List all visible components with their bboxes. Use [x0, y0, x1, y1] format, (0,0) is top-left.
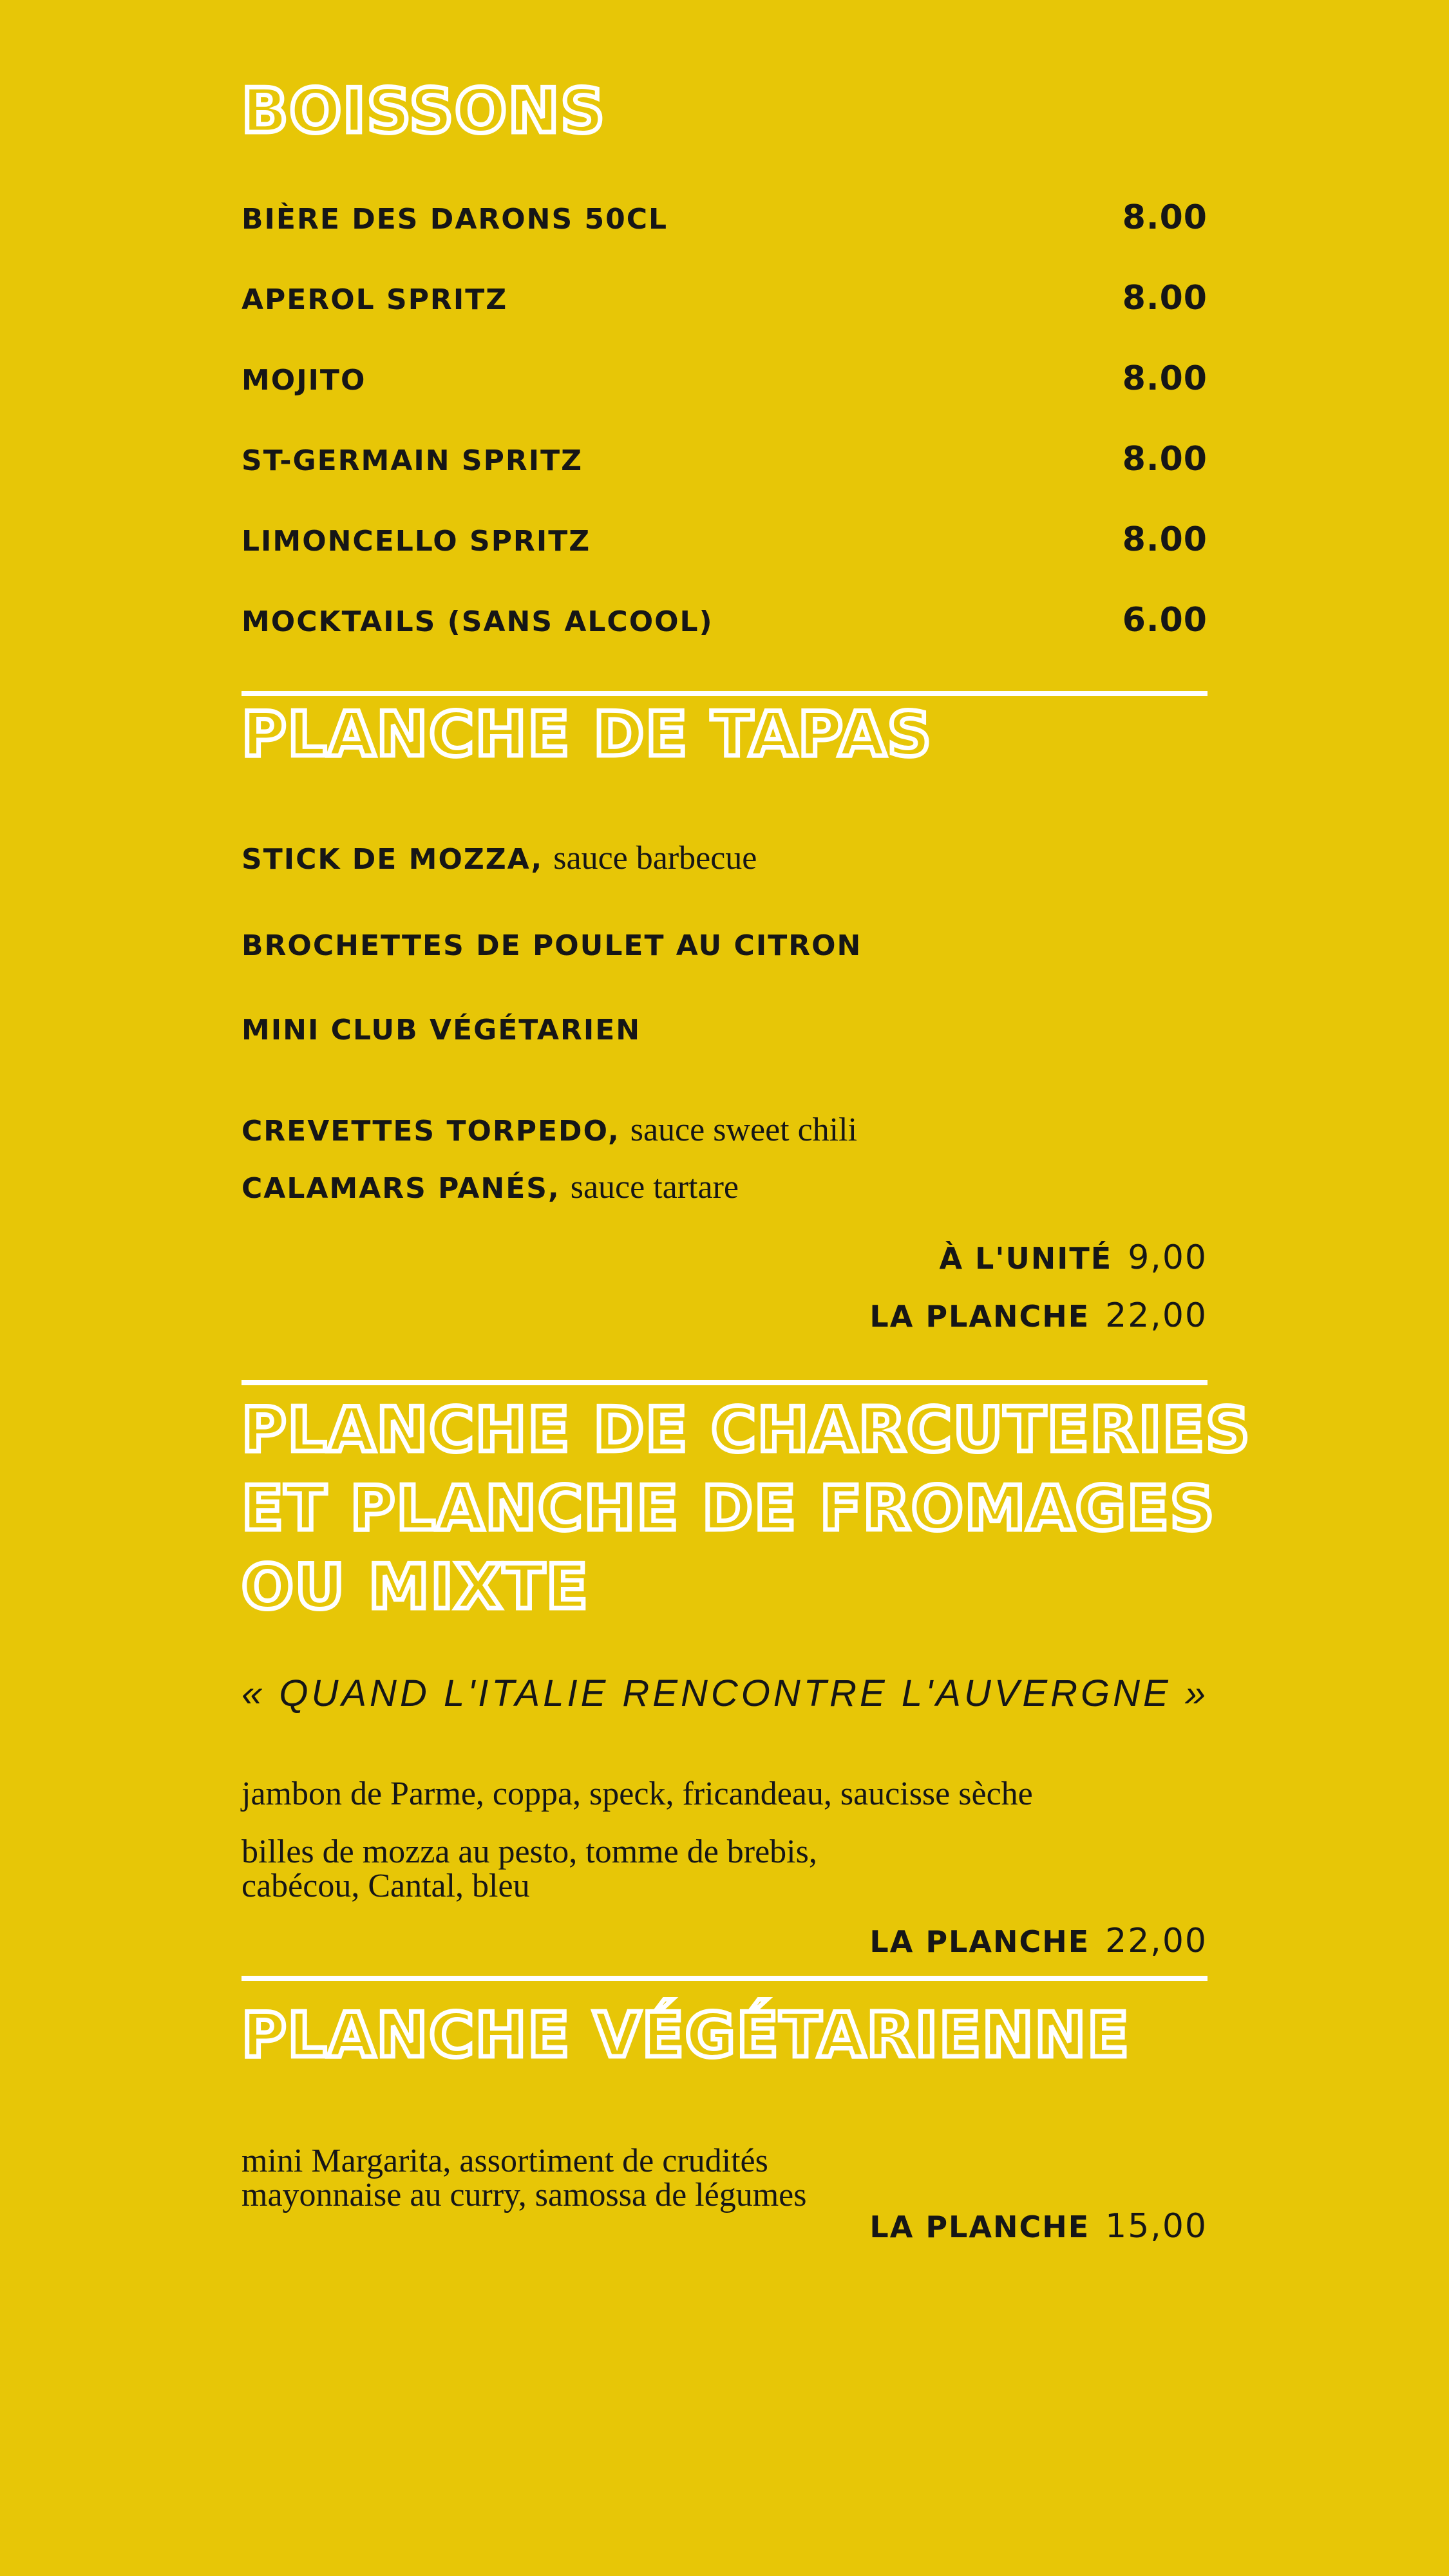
menu-item-row: [242, 927, 1208, 970]
menu-item-row: [242, 602, 1208, 640]
item-description: sauce barbecue: [553, 840, 757, 876]
section-title-vegetarienne: PLANCHE VÉGÉTARIENNE: [242, 2000, 1130, 2071]
divider: [242, 691, 1208, 696]
title-line: ET PLANCHE DE FROMAGES: [242, 1473, 1216, 1544]
section-title-tapas: PLANCHE DE TAPAS: [242, 699, 933, 770]
menu-item-row: [242, 840, 1208, 884]
divider: [242, 1380, 1208, 1385]
price-label: LA PLANCHE: [869, 1924, 1090, 1959]
item-name: CREVETTES TORPEDO,: [242, 1115, 620, 1148]
item-price: 8.00: [1122, 198, 1208, 237]
description-line: mini Margarita, assortiment de crudités: [242, 2143, 768, 2179]
description-line: jambon de Parme, coppa, speck, fricandeau, saucisse sèche: [242, 1776, 1033, 1812]
description-paragraph: [242, 2144, 1208, 2212]
item-name: BROCHETTES DE POULET AU CITRON: [242, 929, 862, 962]
menu-item-row: [242, 200, 1208, 238]
description-line: mayonnaise au curry, samossa de légumes: [242, 2177, 807, 2213]
menu-item-row: [242, 280, 1208, 318]
item-price: 6.00: [1122, 601, 1208, 639]
drinks-list: [242, 200, 1208, 683]
item-price: 8.00: [1122, 279, 1208, 317]
charcuteries-pricing: [242, 1920, 1208, 1969]
price-value: 15,00: [1105, 2207, 1208, 2246]
tapas-pricing: [242, 1233, 1208, 1349]
price-line: [242, 1920, 1208, 1969]
menu-item-row: [242, 1170, 1208, 1213]
price-line: [242, 1233, 1208, 1291]
price-value: 22,00: [1105, 1296, 1208, 1335]
price-label: LA PLANCHE: [869, 1299, 1090, 1334]
menu-item-row: [242, 1011, 1208, 1054]
item-price: 8.00: [1122, 520, 1208, 559]
menu-item-row: [242, 522, 1208, 560]
item-name: APEROL SPRITZ: [242, 283, 508, 316]
title-line: PLANCHE DE CHARCUTERIES: [242, 1395, 1251, 1466]
price-label: À L'UNITÉ: [939, 1241, 1113, 1276]
item-name: MOCKTAILS (SANS ALCOOL): [242, 605, 714, 638]
description-paragraph: [242, 1835, 1208, 1903]
section-title-charcuteries: [242, 1391, 1251, 1627]
section-title-boissons: BOISSONS: [242, 76, 606, 147]
divider: [242, 1976, 1208, 1981]
vegetarienne-pricing: [242, 2206, 1208, 2255]
item-price: 8.00: [1122, 440, 1208, 478]
tapas-list: [242, 840, 1208, 1213]
description-line: billes de mozza au pesto, tomme de brebis,: [242, 1833, 817, 1870]
item-name: STICK DE MOZZA,: [242, 843, 544, 876]
item-description: sauce tartare: [570, 1169, 739, 1206]
item-name: CALAMARS PANÉS,: [242, 1172, 560, 1205]
price-line: [242, 2206, 1208, 2255]
menu-item-row: [242, 361, 1208, 399]
subtitle-quote: « QUAND L'ITALIE RENCONTRE L'AUVERGNE »: [242, 1672, 1209, 1714]
price-label: LA PLANCHE: [869, 2210, 1090, 2244]
price-line: [242, 1291, 1208, 1349]
item-price: 8.00: [1122, 359, 1208, 398]
item-name: MOJITO: [242, 364, 366, 397]
item-name: BIÈRE DES DARONS 50CL: [242, 203, 668, 236]
menu-item-row: [242, 1112, 1208, 1155]
description-line: cabécou, Cantal, bleu: [242, 1868, 530, 1904]
price-value: 9,00: [1128, 1238, 1208, 1277]
item-description: sauce sweet chili: [630, 1112, 858, 1148]
price-value: 22,00: [1105, 1922, 1208, 1960]
item-name: ST-GERMAIN SPRITZ: [242, 444, 583, 477]
title-line: OU MIXTE: [242, 1552, 589, 1623]
item-name: LIMONCELLO SPRITZ: [242, 525, 591, 558]
item-name: MINI CLUB VÉGÉTARIEN: [242, 1014, 641, 1046]
menu-item-row: [242, 441, 1208, 479]
